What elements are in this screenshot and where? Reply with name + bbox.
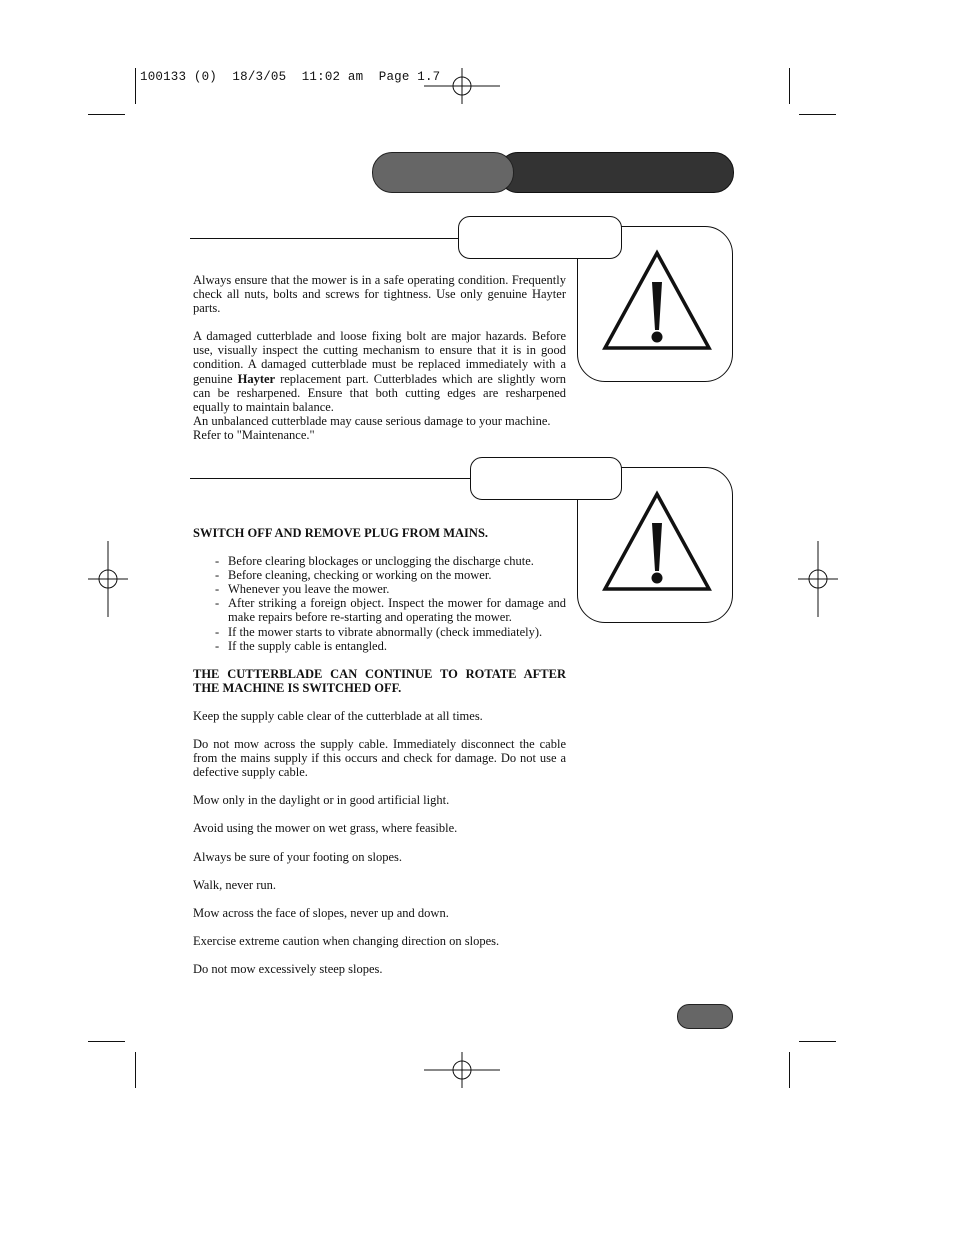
- crop-mark: [789, 1052, 790, 1088]
- paragraph: Do not mow across the supply cable. Immediately disconnect the cable from the mains supply if this occurs and check for damage. Do not use a defective supply cable.: [193, 737, 566, 780]
- paragraph: Mow only in the daylight or in good artificial light.: [193, 793, 450, 808]
- crop-mark: [789, 68, 790, 104]
- section-rule: [190, 238, 462, 239]
- list-item: - If the mower starts to vibrate abnormally (check immediately).: [193, 625, 566, 639]
- list-item: - Whenever you leave the mower.: [193, 582, 566, 596]
- section1-body: [193, 273, 566, 442]
- crop-mark: [799, 114, 836, 115]
- page-number-badge: [677, 1004, 733, 1029]
- paragraph: Walk, never run.: [193, 877, 276, 892]
- print-slug: 100133 (0) 18/3/05 11:02 am Page 1.7: [140, 70, 441, 84]
- bullet-list: [193, 554, 566, 653]
- crosshair-icon: [424, 68, 500, 104]
- paragraph: Always ensure that the mower is in a safe operating condition. Frequently check all nuts, bolts and screws for tightness. Use only genuine Hayter parts.: [193, 273, 566, 316]
- crosshair-icon: [88, 541, 128, 617]
- section2-body: [193, 526, 566, 976]
- list-item: - If the supply cable is entangled.: [193, 639, 566, 653]
- crop-mark: [799, 1041, 836, 1042]
- paragraph: Refer to "Maintenance.": [193, 427, 315, 442]
- paragraph: Do not mow excessively steep slopes.: [193, 961, 383, 976]
- paragraph: Exercise extreme caution when changing direction on slopes.: [193, 933, 500, 948]
- section-rule: [190, 478, 472, 479]
- crosshair-icon: [798, 541, 838, 617]
- paragraph: Avoid using the mower on wet grass, where feasible.: [193, 821, 458, 836]
- chapter-title-bar: [498, 152, 734, 193]
- crop-mark: [88, 114, 125, 115]
- paragraph: Keep the supply cable clear of the cutterblade at all times.: [193, 708, 483, 723]
- paragraph: An unbalanced cutterblade may cause serious damage to your machine.: [193, 413, 551, 428]
- section-label-box: [458, 216, 622, 259]
- list-item: - After striking a foreign object. Inspect the mower for damage and make repairs before re-starting and operating the mower.: [193, 596, 566, 624]
- chapter-tab: [372, 152, 514, 193]
- list-item: - Before clearing blockages or unclogging the discharge chute.: [193, 554, 566, 568]
- warning-text: THE CUTTERBLADE CAN CONTINUE TO ROTATE AFTER THE MACHINE IS SWITCHED OFF.: [193, 666, 566, 695]
- section-label-box: [470, 457, 622, 500]
- paragraph: Always be sure of your footing on slopes.: [193, 849, 402, 864]
- crosshair-icon: [424, 1052, 500, 1088]
- crop-mark: [88, 1041, 125, 1042]
- list-item: - Before cleaning, checking or working on the mower.: [193, 568, 566, 582]
- crop-mark: [135, 1052, 136, 1088]
- paragraph: A damaged cutterblade and loose fixing bolt are major hazards. Before use, visually inspect the cutting mechanism to ensure that it is in good condition. A damaged cutterblade must be replaced immediately with a genuine Hayter replacement part. Cutterblades which are slightly worn can be resharpened. Ensure that both cutting edges are resharpened equally to maintain balance.: [193, 329, 566, 414]
- section-heading: SWITCH OFF AND REMOVE PLUG FROM MAINS.: [193, 526, 489, 540]
- crop-mark: [135, 68, 136, 104]
- paragraph: Mow across the face of slopes, never up and down.: [193, 905, 449, 920]
- brand-name: Hayter: [237, 371, 276, 386]
